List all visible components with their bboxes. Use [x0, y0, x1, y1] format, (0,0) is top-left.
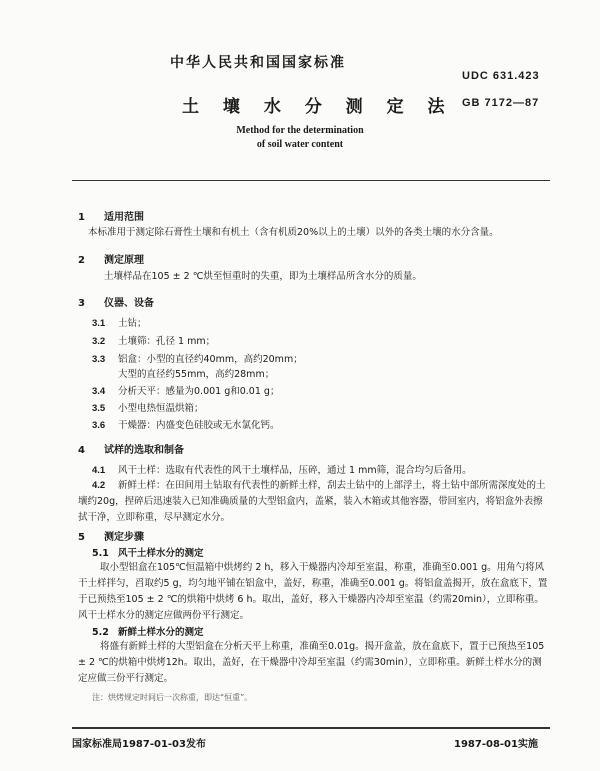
subsection-5-2-heading: 5.2 新鲜土样水分的测定 [92, 627, 204, 638]
header-divider [72, 180, 550, 181]
section-1-number: 1 [78, 212, 85, 223]
section-1-heading [78, 208, 144, 223]
gb-number: GB 7172—87 [462, 97, 540, 109]
section-4-heading [78, 441, 184, 456]
equipment-item: 3.5 小型电热恒温烘箱； [92, 403, 204, 414]
section-1-text: 本标准用于测定除石膏性土壤和有机土（含有机质20%以上的土壤）以外的各类土壤的水分含量。 [88, 227, 499, 238]
section-4-title: 试样的选取和制备 [104, 445, 184, 456]
english-title-line1: Method for the determination [236, 125, 364, 136]
udc-code: UDC 631.423 [462, 70, 540, 82]
subsection-5-1-heading: 5.1 风干土样水分的测定 [92, 548, 204, 559]
english-title-line2: of soil water content [256, 139, 344, 150]
section-2-heading [78, 251, 144, 266]
section-4-number: 4 [78, 445, 85, 456]
sample-prep-4-2: 4.2 新鲜土样：在田间用土钻取有代表性的新鲜土样，刮去土钻中的上部浮土，将土钻中部所需深度处的土壤约20g，捏碎后迅速装入已知准确质量的大型铝盒内，盖紧，装入木箱或其他容器，带回室内，将铝盒外表擦拭干净，立即称重，尽早测定水分。 [78, 480, 546, 523]
section-3-number: 3 [78, 298, 85, 309]
equipment-item: 3.1 土钻； [92, 318, 147, 329]
equipment-item: 3.3 铝盒：小型的直径约40mm，高约20mm； [92, 354, 303, 365]
footer-divider [72, 727, 550, 729]
section-3-title: 仪器、设备 [104, 298, 154, 309]
section-5-title: 测定步骤 [104, 532, 144, 543]
equipment-item: 3.2 土壤筛：孔径 1 mm； [92, 336, 216, 347]
document-title: 土 壤 水 分 测 定 法 [182, 97, 454, 117]
section-3-heading [78, 294, 154, 309]
section-2-title: 测定原理 [104, 255, 144, 266]
section-5-heading [78, 528, 144, 543]
section-2-text: 土壤样品在105 ± 2 ℃烘至恒重时的失重，即为土壤样品所含水分的质量。 [104, 271, 422, 282]
equipment-item: 3.4 分析天平：感量为0.001 g和0.01 g； [92, 386, 280, 397]
section-1-title: 适用范围 [104, 212, 144, 223]
national-standard-heading: 中华人民共和国国家标准 [170, 55, 346, 71]
section-2-number: 2 [78, 255, 85, 266]
subsection-5-2-text: 将盛有新鲜土样的大型铝盒在分析天平上称重，准确至0.01g。揭开盒盖，放在盒底下，置于已预热至105 ± 2 ℃的烘箱中烘烤12h。取出，盖好，在干燥器中冷却至室温（约需30min），立即称重。新鲜土样水分的测定应做三份平行测定。 [78, 641, 545, 684]
sample-prep-4-1: 4.1 风干土样：选取有代表性的风干土壤样品，压碎，通过 1 mm筛，混合均匀后备用。 [92, 465, 472, 476]
equipment-item-continued: 大型的直径约55mm，高约28mm； [118, 369, 275, 380]
issue-date: 国家标准局1987-01-03发布 [72, 739, 206, 750]
note-text: 注：烘烤规定时间后一次称重，即达“恒重”。 [92, 693, 253, 702]
implementation-date: 1987-08-01实施 [454, 739, 538, 750]
subsection-5-1-text: 取小型铝盒在105℃恒温箱中烘烤约 2 h，移入干燥器内冷却至室温，称重，准确至0.001 g。用角勺将风干土样拌匀，舀取约5 g，均匀地平铺在铝盒中，盖好，称重，准确至0.001 g。将铝盒盖揭开，放在盒底下，置于已预热至105 ± 2 ℃的烘箱中烘烤 6 h。取出，盖好，移入干燥器内冷却至室温（约需20min），立即称重。风干土样水分的测定应做两份平行测定。 [78, 562, 548, 621]
section-5-number: 5 [78, 532, 85, 543]
equipment-item: 3.6 干燥器：内盛变色硅胶或无水氯化钙。 [92, 420, 280, 431]
